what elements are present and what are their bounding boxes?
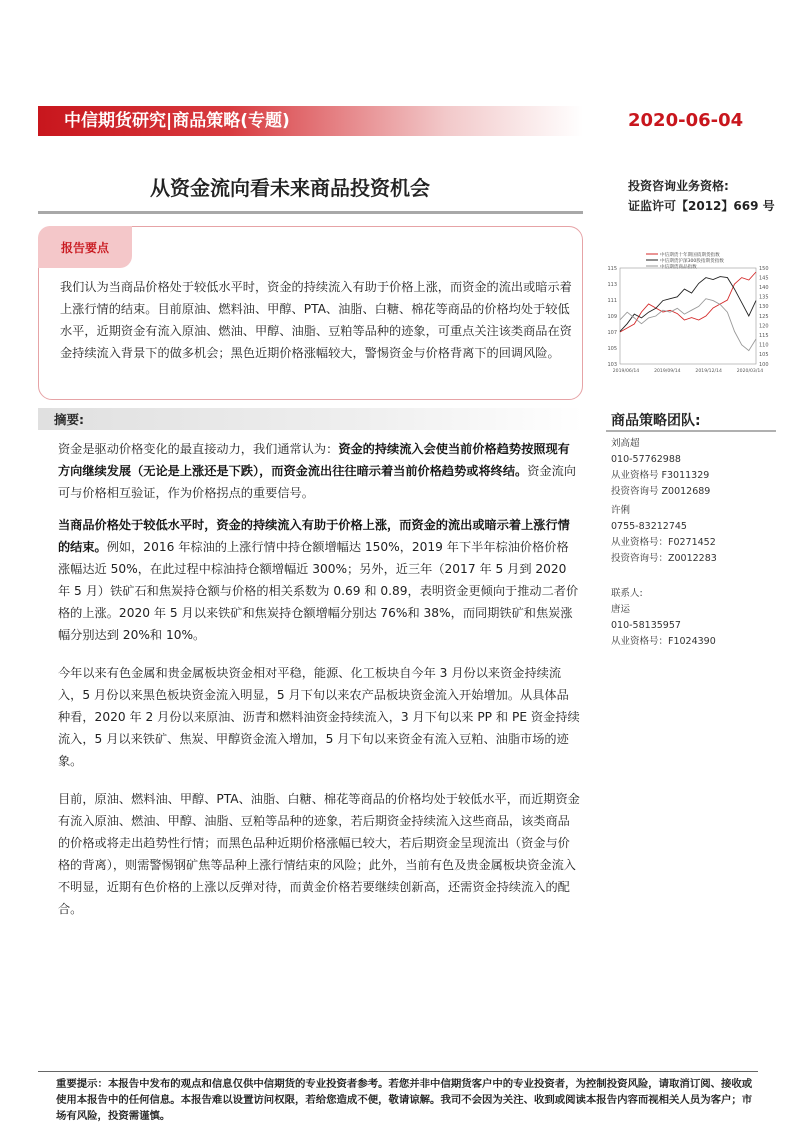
x-tick-label: 2019/06/14 — [612, 369, 640, 374]
y-left-tick-label: 103 — [607, 361, 617, 368]
member-name: 许俐 — [611, 505, 631, 516]
y-left-tick-label: 113 — [607, 281, 617, 288]
member-license: 从业资格号 F3011329 — [611, 470, 710, 481]
member-phone: 010-58135957 — [611, 620, 681, 631]
series-line — [620, 299, 756, 351]
y-left-tick-label: 115 — [607, 265, 617, 272]
index-chart — [598, 250, 780, 380]
chart-svg — [598, 250, 780, 380]
y-right-tick-label: 105 — [759, 352, 769, 359]
y-left-tick-label: 105 — [607, 345, 617, 352]
y-right-tick-label: 135 — [759, 294, 769, 301]
qualification-line1: 投资咨询业务资格: — [628, 179, 729, 193]
paragraph-2 — [58, 514, 580, 646]
p1-a: 资金是驱动价格变化的最直接动力，我们通常认为： — [58, 442, 339, 456]
qualification — [628, 176, 775, 216]
legend-label: 中信期货商品指数 — [660, 264, 697, 270]
y-right-tick-label: 110 — [759, 342, 769, 349]
team-member-1 — [611, 436, 710, 500]
paragraph-1 — [58, 438, 580, 504]
disclaimer: 重要提示：本报告中发布的观点和信息仅供中信期货的专业投资者参考。若您并非中信期货客户中的专业投资者，为控制投资风险，请取消订阅、接收或使用本报告中的任何信息。本报告难以设置访问权限，若给您造成不便，敬请谅解。我司不会因为关注、收到或阅读本报告内容而视相关人员为客户；市场有风险，投资需谨慎。 — [56, 1078, 753, 1122]
y-right-tick-label: 100 — [759, 361, 769, 368]
member-name: 唐运 — [611, 604, 631, 615]
member-consult: 投资咨询号 Z0012689 — [611, 486, 711, 497]
y-right-tick-label: 130 — [759, 304, 769, 311]
y-right-tick-label: 115 — [759, 333, 769, 339]
y-right-tick-label: 140 — [759, 285, 769, 291]
y-left-tick-label: 109 — [607, 313, 617, 320]
team-divider — [606, 430, 776, 432]
team-title: 商品策略团队: — [611, 413, 701, 429]
p1-c: 资金流向可与价格相互验证，作为价格拐点的重要信号。 — [58, 464, 576, 500]
page-title: 从资金流向看未来商品投资机会 — [150, 176, 430, 200]
legend-label: 中信期货十年期国债期货指数 — [660, 252, 720, 258]
brand-title: 中信期货研究|商品策略(专题) — [64, 111, 290, 131]
y-right-tick-label: 120 — [759, 323, 769, 330]
contact-person — [611, 586, 716, 650]
member-name: 刘高超 — [611, 438, 640, 449]
plot-frame — [620, 268, 756, 364]
y-left-tick-label: 111 — [607, 297, 617, 304]
qualification-line2: 证监许可【2012】669 号 — [628, 199, 775, 213]
x-tick-label: 2019/12/14 — [695, 369, 722, 374]
member-license: 从业资格号：F0271452 — [611, 537, 716, 548]
contact-label: 联系人: — [611, 588, 643, 599]
x-tick-label: 2020/03/14 — [736, 369, 764, 374]
member-consult: 投资咨询号：Z0012283 — [611, 553, 717, 564]
member-license: 从业资格号：F1024390 — [611, 636, 716, 647]
y-right-tick-label: 145 — [759, 275, 769, 282]
member-phone: 0755-83212745 — [611, 521, 687, 532]
p2-a: 当商品价格处于较低水平时，资金的持续流入有助于价格上涨，而资金的流出或暗示着上涨行情的结束。 — [58, 518, 570, 554]
member-phone: 010-57762988 — [611, 454, 681, 465]
summary-tab: 报告要点 — [38, 226, 132, 268]
footer-divider — [38, 1071, 758, 1072]
p1-b: 资金的持续流入会使当前价格趋势按照现有方向继续发展（无论是上涨还是下跌），而资金流出往往暗示着当前价格趋势或将终结。 — [58, 442, 570, 478]
abstract-bar — [38, 408, 583, 430]
paragraph-3: 今年以来有色金属和贵金属板块资金相对平稳，能源、化工板块自今年 3 月份以来资金持续流入，5 月份以来黑色板块资金流入明显，5 月下旬以来农产品板块资金流入开始增加。从具体品种看，2020 年 2 月份以来原油、沥青和燃料油资金持续流入，3 月下旬以来 PP 和 PE 资金持续流入，5 月以来铁矿、焦炭、甲醇资金流入增加，5 月下旬以来资金有流入豆粕、油脂市场的迹象。 — [58, 666, 580, 768]
paragraph-4: 目前，原油、燃料油、甲醇、PTA、油脂、白糖、棉花等商品的价格均处于较低水平，而近期资金有流入原油、燃油、甲醇、油脂、豆粕等品种的迹象，若后期资金持续流入这些商品，该类商品的价格或将走出趋势性行情；而黑色品种近期价格涨幅已较大，若后期资金呈现流出（资金与价格的背离），则需警惕钢矿焦等品种上涨行情结束的风险；此外，当前有色及贵金属板块资金流入不明显，近期有色价格的上涨以反弹对待，而黄金价格若要继续创新高，还需资金持续流入的配合。 — [58, 792, 580, 916]
summary-text: 我们认为当商品价格处于较低水平时，资金的持续流入有助于价格上涨，而资金的流出或暗示着上涨行情的结束。目前原油、燃料油、甲醇、PTA、油脂、白糖、棉花等商品的价格均处于较低水平，近期资金有流入原油、燃油、甲醇、油脂、豆粕等品种的迹象，可重点关注该类商品在资金持续流入背景下的做多机会；黑色近期价格涨幅较大，警惕资金与价格背离下的回调风险。 — [60, 280, 572, 360]
title-divider — [38, 211, 583, 214]
y-left-tick-label: 107 — [607, 329, 617, 336]
report-date: 2020-06-04 — [628, 110, 744, 131]
x-tick-label: 2019/09/14 — [654, 369, 681, 374]
y-right-tick-label: 125 — [759, 313, 769, 320]
abstract-label: 摘要: — [54, 412, 84, 427]
p2-b: 例如，2016 年棕油的上涨行情中持仓额增幅达 150%，2019 年下半年棕油价格价格涨幅达近 50%，在此过程中棕油持仓额增幅近 300%；另外，近三年（2017 年 5 月到 2020 年 5 月）铁矿石和焦炭持仓额与价格的相关系数为 0.69 和 0.89，表明资金更倾向于推动二者价格的上涨。2020 年 5 月以来铁矿和焦炭持仓额增幅分别达 76%和 38%，而同期铁矿和焦炭涨幅分别达到 20%和 10%。 — [58, 540, 579, 642]
y-right-tick-label: 150 — [759, 265, 769, 272]
legend-label: 中信期货沪深300股指期货指数 — [660, 258, 724, 264]
team-member-2 — [611, 503, 717, 567]
